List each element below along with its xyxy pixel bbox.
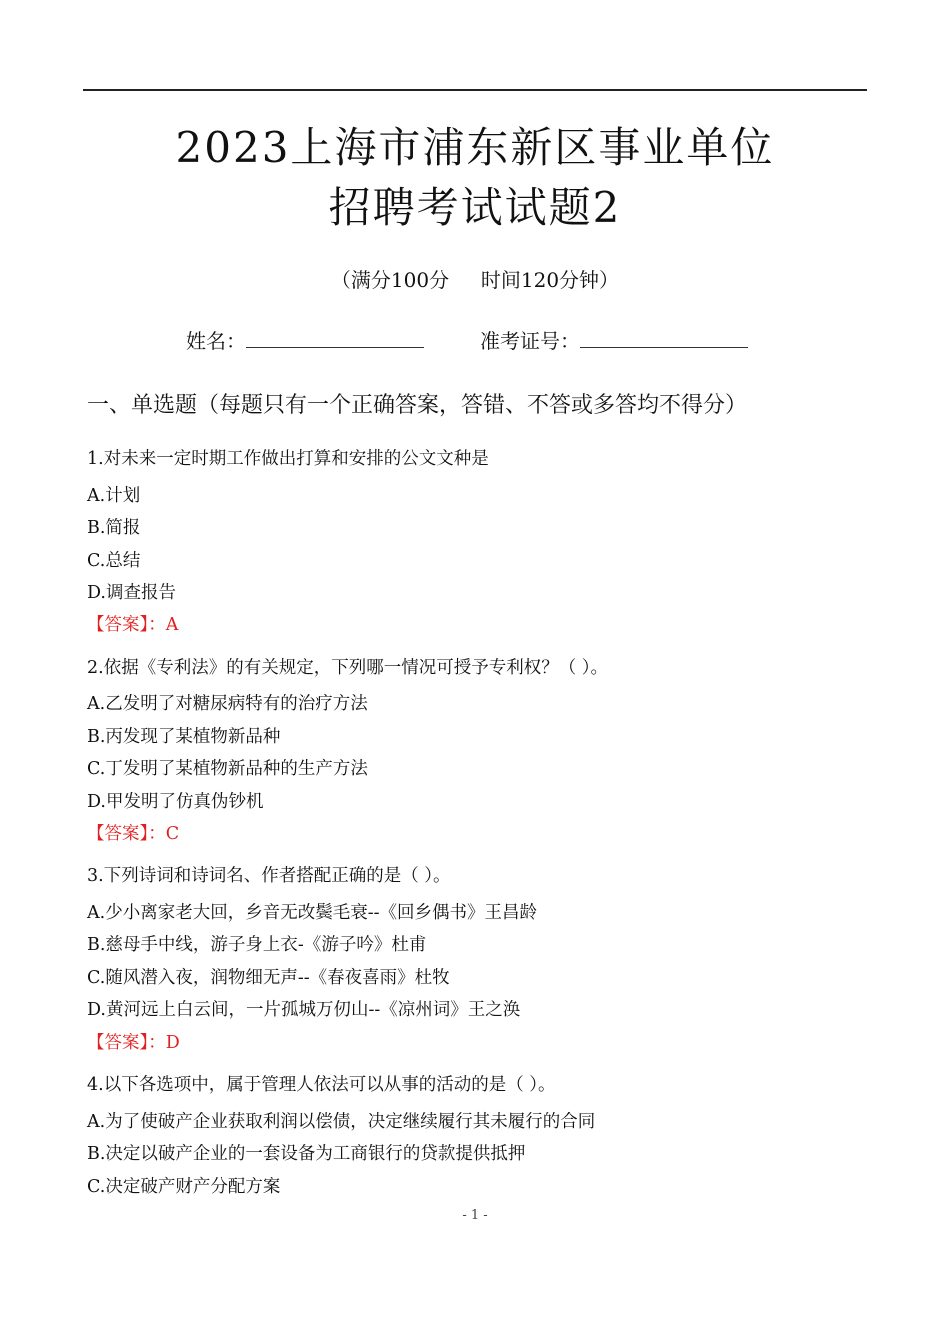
option: A.为了使破产企业获取利润以偿债，决定继续履行其未履行的合同: [87, 1112, 596, 1132]
ticket-number-blank: [580, 325, 748, 348]
name-label: 姓名：: [186, 329, 246, 353]
option: C.随风潜入夜，润物细无声--《春夜喜雨》杜牧: [87, 968, 450, 988]
option: A.少小离家老大回，乡音无改鬓毛衰--《回乡偶书》王昌龄: [87, 903, 538, 923]
answer-label: 【答案】：A: [87, 615, 179, 635]
document-title-line1: 2023上海市浦东新区事业单位: [175, 123, 775, 172]
ticket-label: 准考证号：: [480, 329, 580, 353]
candidate-fields: [186, 325, 748, 354]
question-stem: 2.依据《专利法》的有关规定，下列哪一情况可授予专利权？（ ）。: [87, 658, 609, 678]
header-rule: [83, 89, 867, 91]
option: D.黄河远上白云间，一片孤城万仞山--《凉州词》王之涣: [87, 1000, 521, 1020]
option: D.调查报告: [87, 583, 176, 603]
answer-label: 【答案】：C: [87, 824, 180, 844]
option: B.丙发现了某植物新品种: [87, 727, 281, 747]
exam-info: （满分100分 时间120分钟）: [330, 268, 620, 292]
section-heading: 一、单选题（每题只有一个正确答案，答错、不答或多答均不得分）: [87, 393, 748, 418]
option: B.决定以破产企业的一套设备为工商银行的贷款提供抵押: [87, 1144, 526, 1164]
option: B.简报: [87, 518, 141, 538]
question-stem: 1.对未来一定时期工作做出打算和安排的公文文种是: [87, 449, 489, 469]
option: D.甲发明了仿真伪钞机: [87, 792, 264, 812]
question-stem: 3.下列诗词和诗词名、作者搭配正确的是（ ）。: [87, 866, 451, 886]
option: B.慈母手中线，游子身上衣-《游子吟》杜甫: [87, 935, 427, 955]
option: C.丁发明了某植物新品种的生产方法: [87, 759, 368, 779]
page-number: - 1 -: [462, 1208, 488, 1223]
document-title-line2: 招聘考试试题2: [328, 183, 622, 232]
option: C.决定破产财产分配方案: [87, 1177, 281, 1197]
answer-label: 【答案】：D: [87, 1033, 180, 1053]
name-blank: [246, 325, 424, 348]
question-stem: 4.以下各选项中，属于管理人依法可以从事的活动的是（ ）。: [87, 1075, 556, 1095]
option: A.乙发明了对糖尿病特有的治疗方法: [87, 694, 368, 714]
option: C.总结: [87, 551, 141, 571]
option: A.计划: [87, 486, 141, 506]
